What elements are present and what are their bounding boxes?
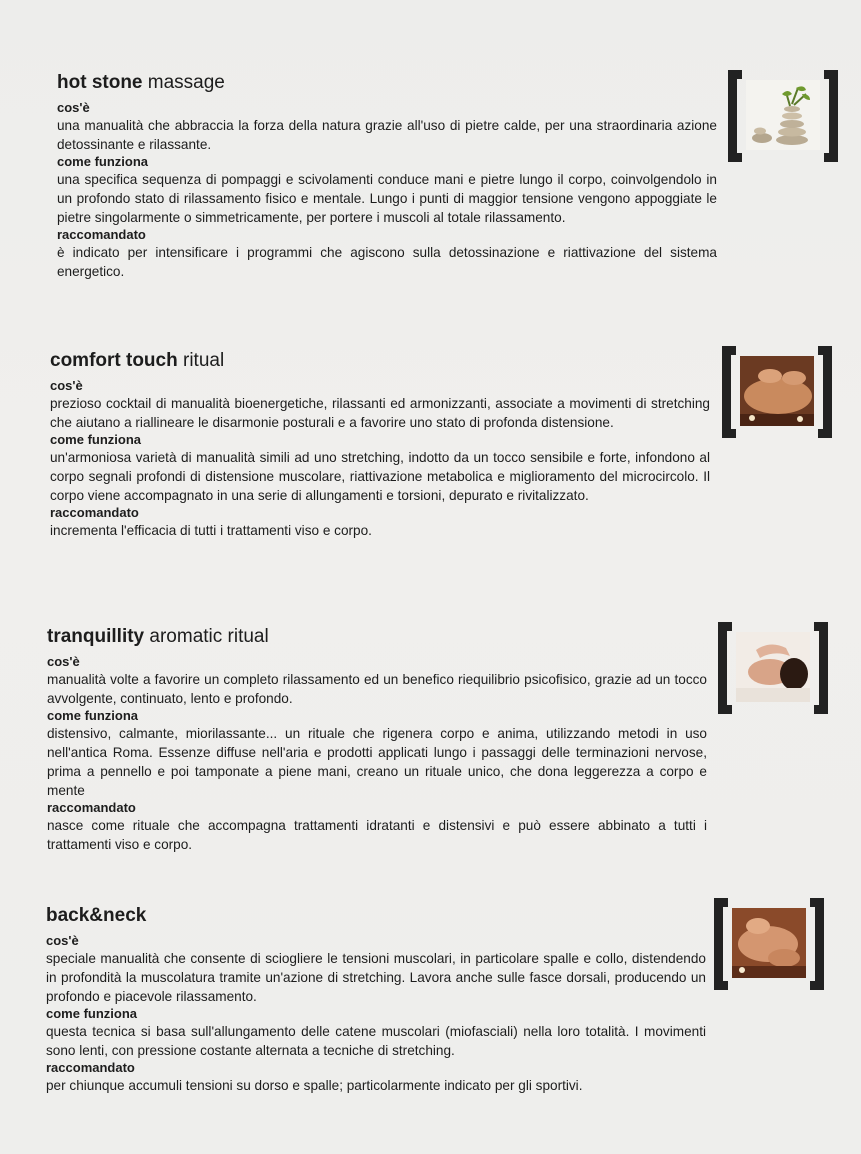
recommended-label: raccomandato <box>57 227 146 242</box>
face-massage-photo <box>718 622 828 714</box>
recommended-label: raccomandato <box>47 800 136 815</box>
section-hot-stone <box>57 72 717 281</box>
title-rest: ritual <box>177 350 225 371</box>
stones-bamboo-photo <box>728 70 838 162</box>
what-text: prezioso cocktail di manualità bioenergetiche, rilassanti ed armonizzanti, associate a movimenti di stretching che aiutano a riallineare le disarmonie posturali e a favorire uno stato di profonda distensione. <box>50 396 710 430</box>
how-label: come funziona <box>47 708 139 723</box>
left-bracket <box>714 898 728 990</box>
how-text: questa tecnica si basa sull'allungamento delle catene muscolari (miofasciali) nella loro totalità. I movimenti sono lenti, con pressione costante alternata a tecniche di stretching. <box>46 1024 706 1058</box>
what-text: una manualità che abbraccia la forza della natura grazie all'uso di pietre calde, per una straordinaria azione detossinante e rilassante. <box>57 118 717 152</box>
how-label: come funziona <box>50 432 142 447</box>
recommended-text: incrementa l'efficacia di tutti i trattamenti viso e corpo. <box>50 523 372 538</box>
section-title <box>50 350 710 372</box>
title-rest: massage <box>142 72 225 93</box>
right-bracket <box>814 622 828 714</box>
face-massage-image <box>736 632 810 702</box>
title-rest: aromatic ritual <box>144 626 269 647</box>
what-label: cos'è <box>50 378 83 393</box>
section-title <box>47 626 707 648</box>
stones-image <box>746 80 820 150</box>
section-title <box>46 905 706 927</box>
recommended-label: raccomandato <box>50 505 139 520</box>
right-bracket <box>810 898 824 990</box>
how-label: come funziona <box>46 1006 138 1021</box>
back-massage-photo <box>722 346 832 438</box>
back-massage-image <box>740 356 814 426</box>
left-bracket <box>722 346 736 438</box>
recommended-text: è indicato per intensificare i programmi che agiscono sulla detossinazione e riattivazione del sistema energetico. <box>57 245 717 279</box>
what-text: manualità volte a favorire un completo rilassamento ed un benefico riequilibrio psicofisico, grazie ad un tocco avvolgente, continuato, lento e profondo. <box>47 672 707 706</box>
section-title <box>57 72 717 94</box>
right-bracket <box>818 346 832 438</box>
left-bracket <box>718 622 732 714</box>
what-label: cos'è <box>57 100 90 115</box>
title-bold: comfort touch <box>50 350 178 371</box>
what-label: cos'è <box>46 933 79 948</box>
right-bracket <box>824 70 838 162</box>
what-label: cos'è <box>47 654 80 669</box>
section-back-neck <box>46 905 706 1095</box>
title-bold: back&neck <box>46 905 147 926</box>
neck-massage-photo <box>714 898 824 990</box>
how-label: come funziona <box>57 154 149 169</box>
title-bold: hot stone <box>57 72 143 93</box>
recommended-text: nasce come rituale che accompagna trattamenti idratanti e distensivi e può essere abbinato a tutti i trattamenti viso e corpo. <box>47 818 707 852</box>
title-bold: tranquillity <box>47 626 145 647</box>
what-text: speciale manualità che consente di sciogliere le tensioni muscolari, in particolare spalle e collo, distendendo in profondità la muscolatura tramite un'azione di stretching. Lavora anche sulle fasce dorsali, producendo un profondo e piacevole rilassamento. <box>46 951 706 1004</box>
recommended-label: raccomandato <box>46 1060 135 1075</box>
section-tranquillity <box>47 626 707 854</box>
how-text: distensivo, calmante, miorilassante... un rituale che rigenera corpo e anima, utilizzando metodi in uso nell'antica Roma. Essenze diffuse nell'aria e prodotti applicati lungo i passaggi delle terminazioni nervose, prima a pennello e poi tamponate a piene mani, creano un rituale unico, che dona leggerezza a corpo e mente <box>47 726 707 798</box>
neck-massage-image <box>732 908 806 978</box>
recommended-text: per chiunque accumuli tensioni su dorso e spalle; particolarmente indicato per gli sportivi. <box>46 1078 583 1093</box>
section-comfort-touch <box>50 350 710 540</box>
how-text: un'armoniosa varietà di manualità simili ad uno stretching, indotto da un tocco sensibile e forte, infondono al corpo segnali profondi di distensione muscolare, riattivazione metabolica e miglioramento del microcircolo. Il corpo viene accompagnato in una serie di allungamenti e torsioni, depurato e rivitalizzato. <box>50 450 710 503</box>
left-bracket <box>728 70 742 162</box>
how-text: una specifica sequenza di pompaggi e scivolamenti conduce mani e pietre lungo il corpo, coinvolgendolo in un profondo stato di rilassamento fisico e mentale. Lungo i punti di maggior tensione vengono appoggiate le pietre singolarmente o simmetricamente, per portere i muscoli al totale rilassamento. <box>57 172 717 225</box>
